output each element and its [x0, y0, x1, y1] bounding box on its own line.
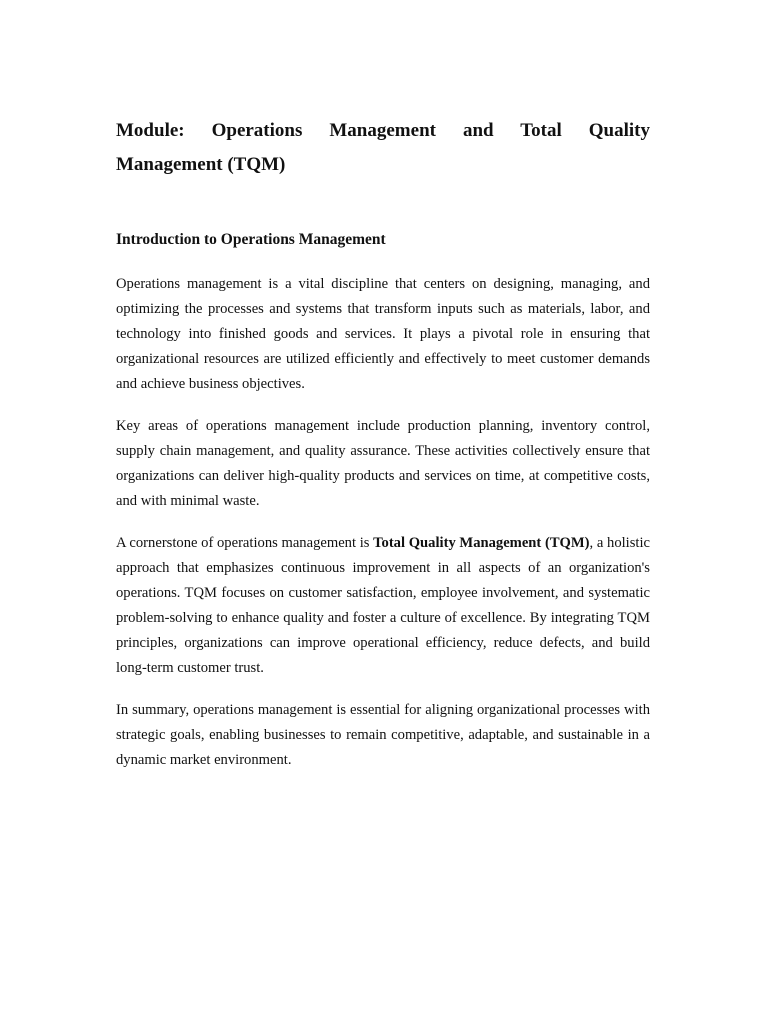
- paragraph-summary: In summary, operations management is essential for aligning organizational processes with strategic goals, enabling businesses to remain competitive, adaptable, and sustainable in a dynamic market environment.: [116, 702, 650, 768]
- tqm-text-after: , a holistic approach that emphasizes continuous improvement in all aspects of an organization's operations. TQM focuses on customer satisfaction, employee involvement, and systematic problem-solving to enhance quality and foster a culture of excellence. By integrating TQM principles, organizations can improve operational efficiency, reduce defects, and build long-term customer trust.: [116, 535, 650, 676]
- module-title-line-1: Module: Operations Management and Total Quality: [116, 120, 650, 141]
- tqm-bold-term: Total Quality Management (TQM): [373, 535, 590, 551]
- paragraph-tqm: [116, 531, 650, 681]
- module-title-line-2: Management (TQM): [116, 154, 286, 175]
- section-heading: Introduction to Operations Management: [116, 231, 386, 248]
- module-title: [116, 114, 650, 182]
- tqm-text-before: A cornerstone of operations management is: [116, 535, 374, 551]
- document-page: [116, 114, 650, 773]
- paragraph-key-areas: Key areas of operations management include production planning, inventory control, supply chain management, and quality assurance. These activities collectively ensure that organizations can deliver high-quality products and services on time, at competitive costs, and with minimal waste.: [116, 418, 650, 509]
- paragraph-intro: Operations management is a vital discipline that centers on designing, managing, and optimizing the processes and systems that transform inputs such as materials, labor, and technology into finished goods and services. It plays a pivotal role in ensuring that organizational resources are utilized efficiently and effectively to meet customer demands and achieve business objectives.: [116, 276, 650, 392]
